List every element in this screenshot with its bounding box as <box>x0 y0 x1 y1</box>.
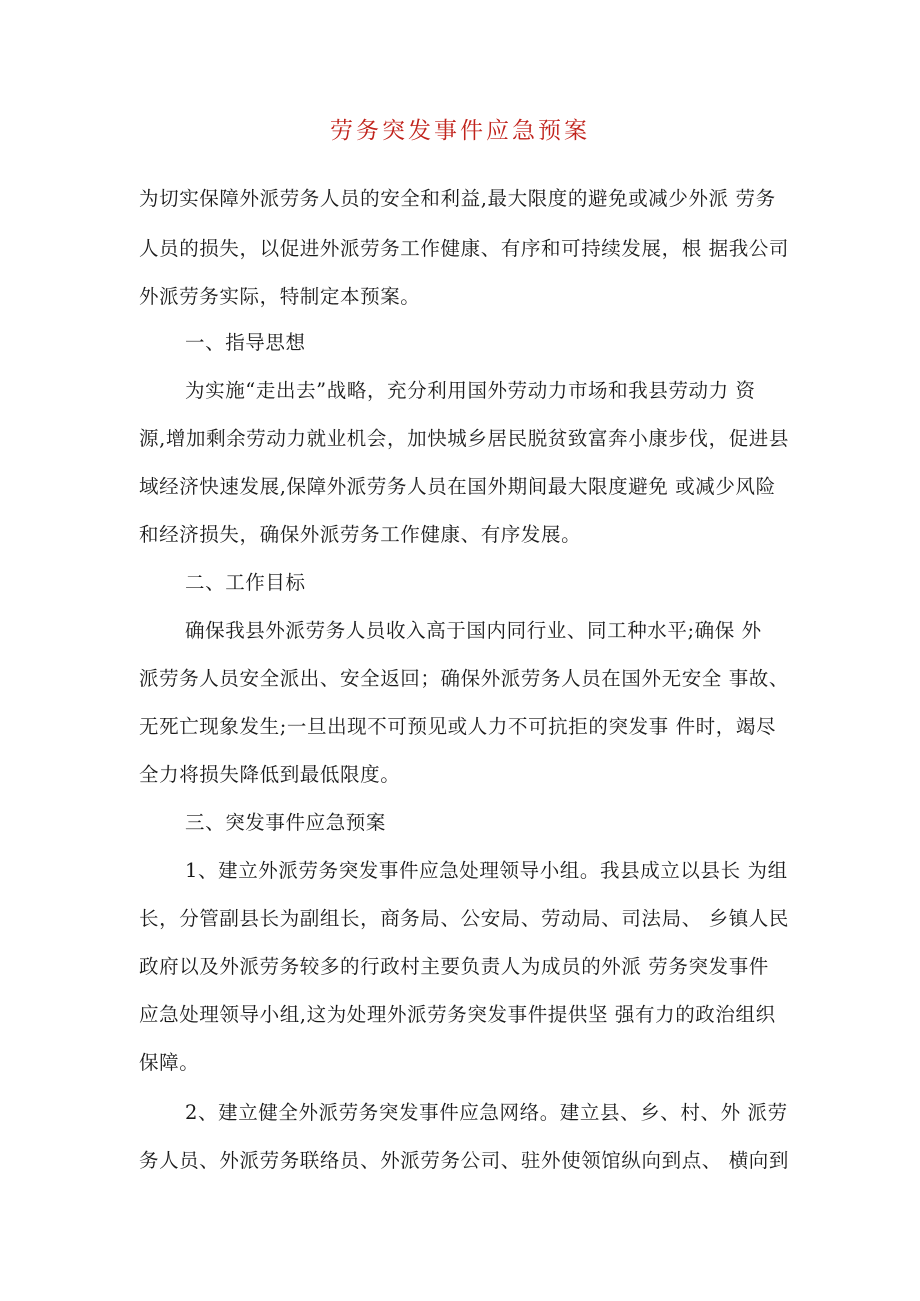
paragraph-line: 源,增加剩余劳动力就业机会，加快城乡居民脱贫致富奔小康步伐，促进县 <box>139 427 789 450</box>
paragraph-line: 长，分管副县长为副组长，商务局、公安局、劳动局、司法局、 乡镇人民 <box>139 907 789 930</box>
section-heading: 二、工作目标 <box>185 571 306 594</box>
paragraph-line: 1、建立外派劳务突发事件应急处理领导小组。我县成立以县长 为组 <box>185 859 788 882</box>
paragraph-line: 无死亡现象发生;一旦出现不可预见或人力不可抗拒的突发事 件时，竭尽 <box>139 715 777 738</box>
paragraph-line: 保障。 <box>139 1051 200 1074</box>
paragraph-line: 务人员、外派劳务联络员、外派劳务公司、驻外使领馆纵向到点、 横向到 <box>139 1149 789 1172</box>
document-title: 劳务突发事件应急预案 <box>330 118 590 144</box>
paragraph-line: 确保我县外派劳务人员收入高于国内同行业、同工种水平;确保 外 <box>185 619 762 642</box>
paragraph-line: 外派劳务实际，特制定本预案。 <box>139 285 421 308</box>
paragraph-line: 应急处理领导小组,这为处理外派劳务突发事件提供坚 强有力的政治组织 <box>139 1003 776 1026</box>
paragraph-line: 2、建立健全外派劳务突发事件应急网络。建立县、乡、村、外 派劳 <box>185 1101 788 1124</box>
paragraph-line: 为实施“走出去”战略，充分利用国外劳动力市场和我县劳动力 资 <box>185 379 756 402</box>
section-heading: 一、指导思想 <box>185 331 306 354</box>
paragraph-line: 和经济损失，确保外派劳务工作健康、有序发展。 <box>139 523 582 546</box>
paragraph-line: 派劳务人员安全派出、安全返回；确保外派劳务人员在国外无安全 事故、 <box>139 667 789 690</box>
paragraph-line: 人员的损失，以促进外派劳务工作健康、有序和可持续发展，根 据我公司 <box>139 237 789 260</box>
paragraph-line: 全力将损失降低到最低限度。 <box>139 763 401 786</box>
paragraph-line: 政府以及外派劳务较多的行政村主要负责人为成员的外派 劳务突发事件 <box>139 955 769 978</box>
section-heading: 三、突发事件应急预案 <box>185 811 387 834</box>
paragraph-line: 为切实保障外派劳务人员的安全和利益,最大限度的避免或减少外派 劳务 <box>139 187 776 210</box>
paragraph-line: 域经济快速发展,保障外派劳务人员在国外期间最大限度避免 或减少风险 <box>139 475 776 498</box>
